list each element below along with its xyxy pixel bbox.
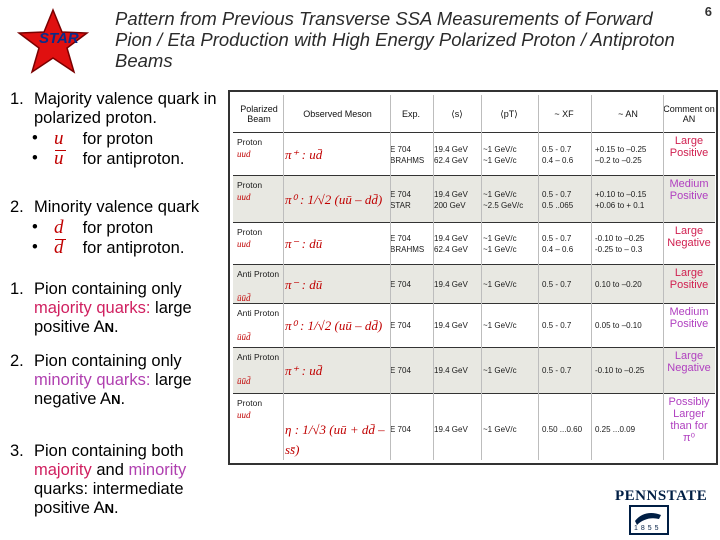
cell-comment: Medium Positive xyxy=(669,306,709,330)
pennstate-wordmark: PENNSTATE xyxy=(615,488,708,504)
header-comment: Comment on AN xyxy=(663,103,715,124)
table-row xyxy=(233,393,715,465)
cell-an: +0.10 to –0.15 +0.06 to + 0.1 xyxy=(595,190,647,210)
highlight-minority: minority quarks: xyxy=(34,371,151,389)
cell-exp: E 704 xyxy=(390,321,411,330)
cell-beam-quarks: uud xyxy=(237,410,251,420)
table-header xyxy=(233,95,715,132)
cell-beam-quarks: uud xyxy=(237,239,251,249)
header-s: ⟨s⟩ xyxy=(451,108,463,119)
cell-pt2: ~1 GeV/c ~1 GeV/c xyxy=(483,234,517,254)
cell-meson: π⁺ : ud̄ xyxy=(285,363,323,378)
cell-beam: Anti Proton xyxy=(237,308,280,318)
cell-meson: η : 1/√3 (uū + dd̄ – ss̄) xyxy=(285,422,385,457)
cell-xf: 0.5 - 0.7 xyxy=(542,280,572,289)
cell-beam-quarks: uud xyxy=(237,149,251,159)
cell-an: -0.10 to –0.25 -0.25 to – 0.3 xyxy=(595,234,645,254)
highlight-majority: majority quarks: xyxy=(34,299,151,317)
table-row xyxy=(233,222,715,264)
point-pion-majority: 1. Pion containing only majority quarks: large positive AN. xyxy=(10,280,192,336)
point-pion-both: 3. Pion containing both majority and minority quarks: intermediate positive AN. xyxy=(10,442,187,517)
cell-exp: E 704 BRAHMS xyxy=(390,234,425,254)
cell-beam: Proton xyxy=(237,227,263,237)
cell-beam-quarks: ūūd̄ xyxy=(237,332,251,342)
cell-exp: E 704 STAR xyxy=(390,190,411,210)
column-divider xyxy=(433,95,434,460)
cell-an: -0.10 to –0.25 xyxy=(595,366,645,375)
header-an: ~ AN xyxy=(618,108,638,119)
cell-s: 19.4 GeV xyxy=(434,321,468,330)
slide-number: 6 xyxy=(704,4,712,19)
cell-beam-quarks: ūūd̄ xyxy=(237,376,251,386)
cell-xf: 0.5 - 0.7 xyxy=(542,321,572,330)
header-pt: ⟨pT⟩ xyxy=(500,108,518,119)
cell-s: 19.4 GeV 62.4 GeV xyxy=(434,234,468,254)
cell-xf: 0.5 - 0.7 0.4 – 0.6 xyxy=(542,145,574,165)
cell-xf: 0.50 ...0.60 xyxy=(542,425,583,434)
cell-meson: π⁰ : 1/√2 (uū – dd̄) xyxy=(285,318,383,333)
ssa-table xyxy=(228,90,718,465)
slide-title: Pattern from Previous Transverse SSA Measurements of Forward Pion / Eta Production with High Energy Polarized Proton / Antiproton Beams xyxy=(115,8,675,71)
point-minority: 2. Minority valence quark • d for proton • d for antiproton. xyxy=(10,198,222,258)
cell-meson: π⁻ : dū xyxy=(285,236,323,251)
cell-s: 19.4 GeV xyxy=(434,280,468,289)
pennstate-year: 1855 xyxy=(634,525,662,532)
quark-d: d xyxy=(54,217,64,238)
cell-pt2: ~1 GeV/c ~2.5 GeV/c xyxy=(483,190,524,210)
cell-comment: Large Negative xyxy=(667,225,711,249)
column-divider xyxy=(663,95,664,460)
cell-an: 0.10 to –0.20 xyxy=(595,280,642,289)
cell-exp: E 704 BRAHMS xyxy=(390,145,425,165)
point-majority: 1. Majority valence quark in polarized proton. • u for proton • u for antiproton. xyxy=(10,90,222,169)
column-divider xyxy=(481,95,482,460)
bullet-d-proton: • d for proton xyxy=(32,217,154,238)
header-exp: Exp. xyxy=(401,108,420,119)
cell-xf: 0.5 - 0.7 0.5 ..065 xyxy=(542,190,574,210)
point-pion-minority: 2. Pion containing only minority quarks: large negative AN. xyxy=(10,352,192,408)
quark-dbar: d xyxy=(54,238,78,257)
cell-xf: 0.5 - 0.7 xyxy=(542,366,572,375)
bullet-dbar-antiproton: • d for antiproton. xyxy=(32,237,185,258)
point-text: Majority valence quark in polarized proton. xyxy=(34,90,217,127)
cell-s: 19.4 GeV 62.4 GeV xyxy=(434,145,468,165)
column-divider xyxy=(591,95,592,460)
star-logo-text: STAR xyxy=(39,30,79,47)
cell-an: +0.15 to –0.25 –0.2 to –0.25 xyxy=(595,145,647,165)
cell-an: 0.05 to –0.10 xyxy=(595,321,642,330)
cell-s: 19.4 GeV xyxy=(434,425,468,434)
cell-comment: Medium Positive xyxy=(669,178,709,202)
cell-s: 19.4 GeV 200 GeV xyxy=(434,190,468,210)
header-meson: Observed Meson xyxy=(303,108,372,119)
cell-s: 19.4 GeV xyxy=(434,366,468,375)
cell-comment: Large Negative xyxy=(667,350,711,374)
cell-pt2: ~1 GeV/c xyxy=(483,425,517,434)
column-divider xyxy=(538,95,539,460)
table-row xyxy=(233,132,715,175)
table-row xyxy=(233,175,715,222)
cell-comment: Large Positive xyxy=(669,135,709,159)
header-xf: ~ XF xyxy=(554,108,574,119)
quark-u: u xyxy=(54,128,64,149)
table-row xyxy=(233,264,715,303)
point-text: Minority valence quark xyxy=(34,198,200,216)
cell-pt2: ~1 GeV/c xyxy=(483,321,517,330)
cell-beam: Proton xyxy=(237,398,263,408)
cell-an: 0.25 ...0.09 xyxy=(595,425,636,434)
cell-meson: π⁺ : ud̄ xyxy=(285,147,323,162)
cell-pt2: ~1 GeV/c ~1 GeV/c xyxy=(483,145,517,165)
quark-ubar: u xyxy=(54,149,78,168)
pennstate-logo xyxy=(597,488,708,536)
bullet-u-proton: • u for proton xyxy=(32,128,154,149)
header-beam: Polarized Beam xyxy=(240,103,278,124)
cell-pt2: ~1 GeV/c xyxy=(483,280,517,289)
cell-comment: Possibly Larger than for π⁰ xyxy=(668,396,710,444)
cell-pt2: ~1 GeV/c xyxy=(483,366,517,375)
cell-beam: Proton xyxy=(237,137,263,147)
cell-xf: 0.5 - 0.7 0.4 – 0.6 xyxy=(542,234,574,254)
cell-meson: π⁰ : 1/√2 (uū – dd̄) xyxy=(285,192,383,207)
cell-beam: Proton xyxy=(237,180,263,190)
cell-comment: Large Positive xyxy=(669,267,709,291)
bullet-ubar-antiproton: • u for antiproton. xyxy=(32,148,185,169)
cell-exp: E 704 xyxy=(390,366,411,375)
cell-beam: Anti Proton xyxy=(237,269,280,279)
column-divider xyxy=(390,95,391,460)
table-row xyxy=(233,347,715,393)
cell-exp: E 704 xyxy=(390,280,411,289)
cell-exp: E 704 xyxy=(390,425,411,434)
cell-meson: π⁻ : dū xyxy=(285,277,323,292)
column-divider xyxy=(283,95,284,460)
cell-beam-quarks: uud xyxy=(237,192,251,202)
cell-beam: Anti Proton xyxy=(237,352,280,362)
cell-beam-quarks: ūūd̄ xyxy=(237,293,251,303)
table-row xyxy=(233,303,715,347)
